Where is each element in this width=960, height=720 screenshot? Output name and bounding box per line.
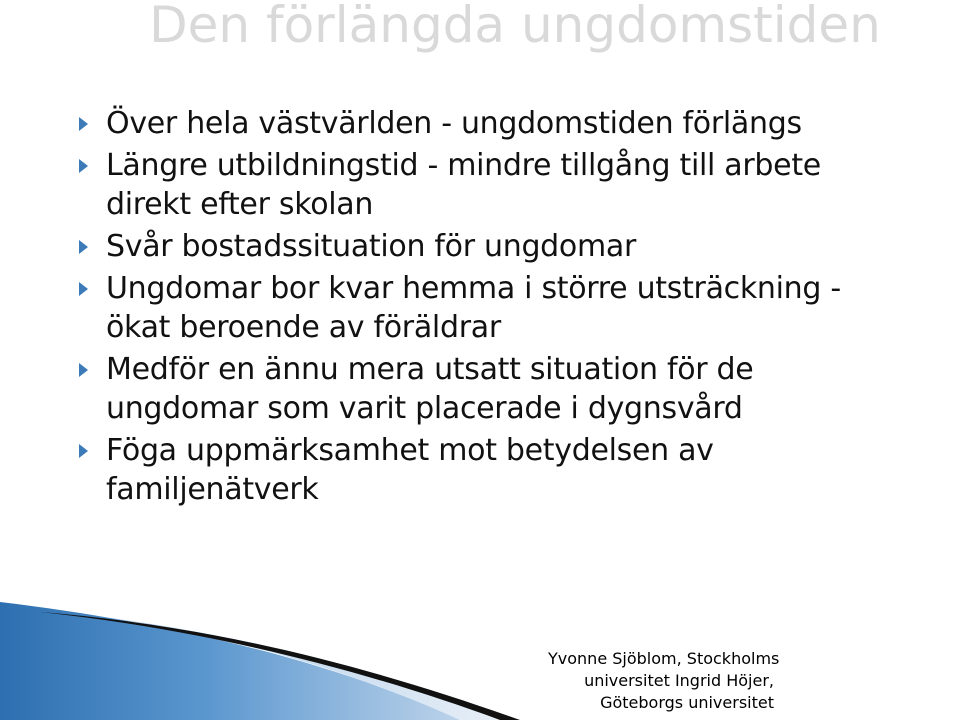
bullet-text: Ungdomar bor kvar hemma i större utsträckning - <box>106 271 841 306</box>
arrow-right-icon <box>79 240 88 254</box>
bullet-text: Föga uppmärksamhet mot betydelsen av <box>106 433 714 468</box>
bullet-item <box>76 227 960 266</box>
arrow-right-icon <box>79 444 88 458</box>
bullet-item <box>76 104 960 143</box>
slide-title: Den förlängda ungdomstiden <box>149 0 881 54</box>
bullet-item <box>76 269 960 347</box>
bullet-text: direkt efter skolan <box>106 187 374 222</box>
arrow-right-icon <box>79 159 88 173</box>
arrow-right-icon <box>79 282 88 296</box>
arrow-right-icon <box>79 117 88 131</box>
bullet-text: ökat beroende av föräldrar <box>106 310 501 345</box>
bullet-item <box>76 431 960 509</box>
footer-text: Yvonne Sjöblom, Stockholms <box>548 649 780 668</box>
decorative-wave <box>0 560 960 720</box>
bullet-item <box>76 350 960 428</box>
bullet-list <box>76 104 960 512</box>
arrow-right-icon <box>79 363 88 377</box>
bullet-text: ungdomar som varit placerade i dygnsvård <box>106 391 743 426</box>
footer-credits <box>548 648 780 714</box>
bullet-text: Svår bostadssituation för ungdomar <box>106 229 637 264</box>
bullet-text: Över hela västvärlden - ungdomstiden förlängs <box>106 106 802 141</box>
wave-blue-band <box>0 602 460 720</box>
bullet-text: Längre utbildningstid - mindre tillgång till arbete <box>106 148 821 183</box>
bullet-item <box>76 146 960 224</box>
bullet-text: Medför en ännu mera utsatt situation för de <box>106 352 754 387</box>
footer-text: universitet Ingrid Höjer, <box>584 671 774 690</box>
bullet-text: familjenätverk <box>106 472 319 507</box>
footer-text: Göteborgs universitet <box>600 693 774 712</box>
